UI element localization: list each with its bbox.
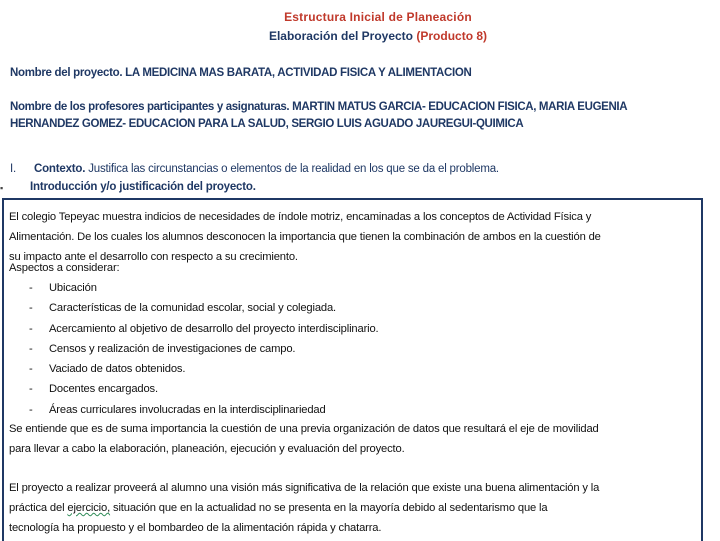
document-title: Estructura Inicial de Planeación — [284, 10, 472, 24]
context-line — [10, 163, 710, 175]
intro-heading: Introducción y/o justificación del proyecto. — [30, 181, 256, 193]
paragraph-2-line: Se entiende que es de suma importancia la cuestión de una previa organización de datos que resultará el eje de movilidad — [9, 423, 599, 435]
list-item: - Censos y realización de investigaciones de campo. — [29, 342, 296, 355]
list-item: - Docentes encargados. — [29, 383, 158, 396]
list-item: - Ubicación — [29, 282, 97, 294]
paragraph-3 — [9, 478, 697, 538]
aspects-list — [29, 278, 379, 420]
paragraph-3-line: tecnología ha propuesto y el bombardeo de la alimentación rápida y chatarra. — [9, 522, 382, 534]
content-box — [2, 198, 703, 541]
project-name: LA MEDICINA MAS BARATA, ACTIVIDAD FISICA Y ALIMENTACION — [125, 67, 472, 79]
professors-line2: HERNANDEZ GOMEZ- EDUCACION PARA LA SALUD, SERGIO LUIS AGUADO JAUREGUI-QUIMICA — [10, 118, 524, 130]
paragraph-2-line: para llevar a cabo la elaboración, planeación, ejecución y evaluación del proyecto. — [9, 443, 405, 455]
professors-block — [10, 99, 715, 133]
paragraph-1-line: Alimentación. De los cuales los alumnos desconocen la importancia que tienen la combinación de ambos en la cuestión de — [9, 231, 601, 243]
list-item: - Áreas curriculares involucradas en la interdisciplinariedad — [29, 403, 326, 416]
list-item: - Vaciado de datos obtenidos. — [29, 363, 186, 376]
subtitle-product: (Producto 8) — [416, 29, 488, 43]
paragraph-3-line: El proyecto a realizar proveerá al alumno una visión más significativa de la relación que existe una buena alimentación y la — [9, 482, 600, 494]
context-text: Justifica las circunstancias o elementos de la realidad en los que se da el problema. — [88, 163, 499, 175]
paragraph-3-line: práctica del ejercicio, situación que en la actualidad no se presenta en la mayoría debido al sedentarismo que la — [9, 502, 548, 514]
paragraph-marker-icon: ▪ — [0, 183, 4, 193]
project-name-line — [10, 67, 710, 79]
professors-label: Nombre de los profesores participantes y asignaturas. — [10, 101, 290, 113]
context-heading: Contexto. — [34, 163, 86, 175]
spellcheck-underlined-word: ejercicio, — [67, 502, 111, 514]
aspects-label: Aspectos a considerar: — [9, 262, 120, 274]
paragraph-1-line: su impacto ante el desarrollo con respecto a su crecimiento. — [9, 251, 298, 263]
document-subtitle — [0, 29, 720, 43]
professors-line1: MARTIN MATUS GARCIA- EDUCACION FISICA, MARIA EUGENIA — [292, 101, 628, 113]
subtitle-main: Elaboración del Proyecto — [268, 29, 414, 43]
context-number: I. — [10, 163, 16, 175]
project-label: Nombre del proyecto. — [10, 67, 123, 79]
paragraph-2 — [9, 419, 697, 459]
list-item: - Acercamiento al objetivo de desarrollo del proyecto interdisciplinario. — [29, 322, 379, 335]
paragraph-1-line: El colegio Tepeyac muestra indicios de necesidades de índole motriz, encaminadas a los conceptos de Actividad Física y — [9, 211, 592, 223]
list-item: - Características de la comunidad escolar, social y colegiada. — [29, 302, 336, 315]
